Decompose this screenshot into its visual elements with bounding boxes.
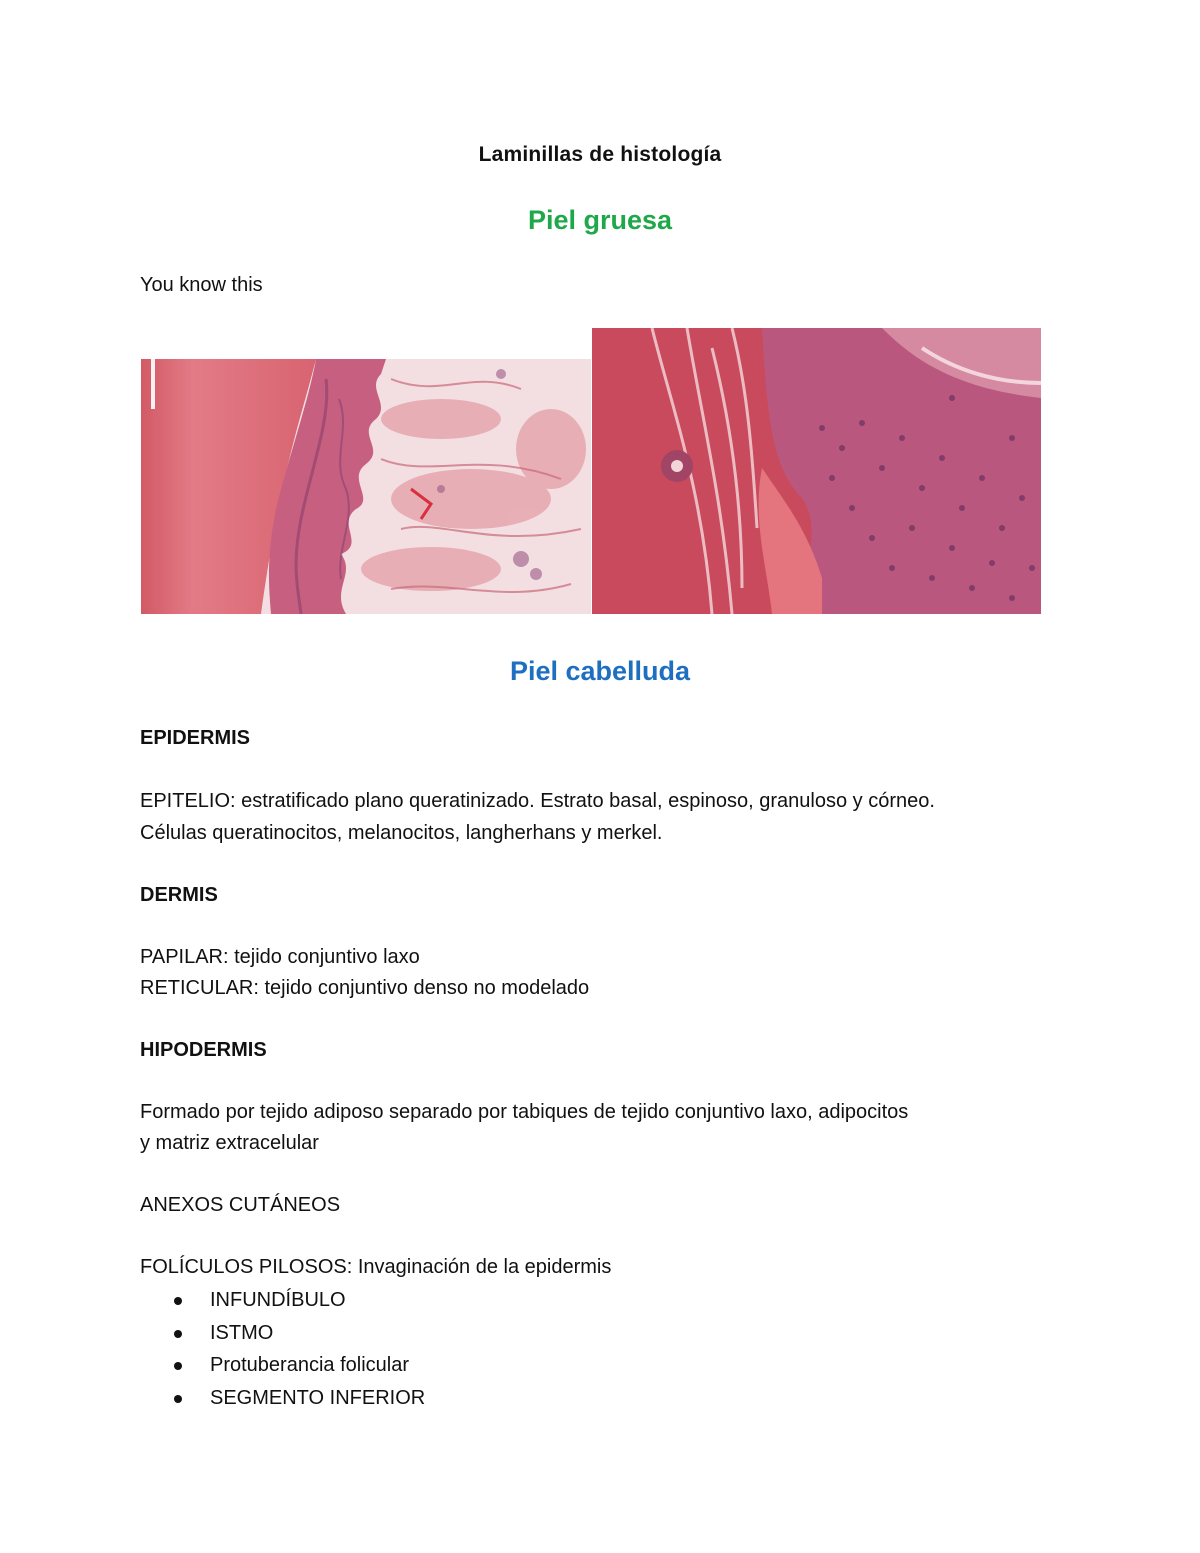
bullet-icon: [174, 1297, 182, 1305]
hipodermis-heading: HIPODERMIS: [140, 1039, 267, 1061]
list-item: ISTMO: [172, 1317, 425, 1350]
list-item: Protuberancia folicular: [172, 1349, 425, 1382]
epidermis-heading: EPIDERMIS: [140, 727, 251, 749]
bullet-icon: [174, 1395, 182, 1403]
foliculo-parts-list: [172, 1284, 425, 1414]
hipodermis-line-2: y matriz extracelular: [140, 1132, 319, 1154]
list-item: SEGMENTO INFERIOR: [172, 1382, 425, 1415]
histology-image-thick-skin-high: [592, 328, 1041, 614]
epitelio-line-1: EPITELIO: estratificado plano queratinizado. Estrato basal, espinoso, granuloso y córneo.: [140, 790, 935, 812]
dermis-heading: DERMIS: [140, 884, 218, 906]
epitelio-line-2: Células queratinocitos, melanocitos, langherhans y merkel.: [140, 822, 663, 844]
reticular-text: RETICULAR: tejido conjuntivo denso no modelado: [140, 977, 590, 999]
list-item: INFUNDÍBULO: [172, 1284, 425, 1317]
bullet-icon: [174, 1362, 182, 1370]
papilar-text: PAPILAR: tejido conjuntivo laxo: [140, 946, 420, 968]
heading-piel-gruesa: Piel gruesa: [527, 205, 673, 235]
intro-text: You know this: [140, 274, 263, 296]
heading-piel-cabelluda: Piel cabelluda: [509, 656, 691, 686]
anexos-heading: ANEXOS CUTÁNEOS: [140, 1194, 341, 1216]
document-title: Laminillas de histología: [478, 143, 722, 166]
bullet-icon: [174, 1330, 182, 1338]
histology-image-thick-skin-low: [141, 359, 591, 614]
foliculos-text: FOLÍCULOS PILOSOS: Invaginación de la epidermis: [140, 1256, 612, 1278]
hipodermis-line-1: Formado por tejido adiposo separado por tabiques de tejido conjuntivo laxo, adipocitos: [140, 1101, 909, 1123]
